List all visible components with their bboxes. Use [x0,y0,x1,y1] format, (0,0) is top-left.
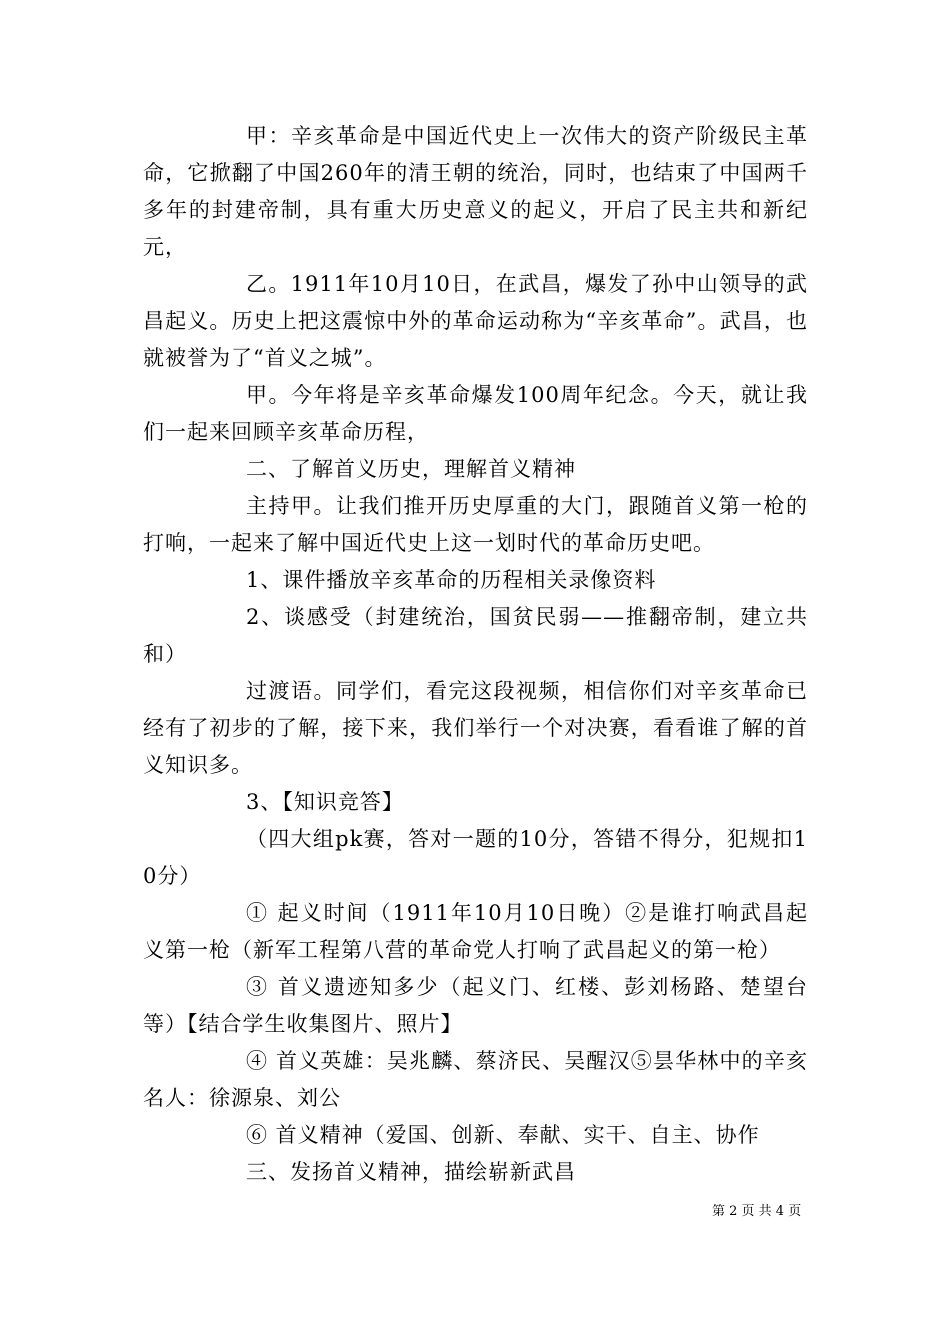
document-body [143,118,808,1191]
list-item-2: 2、谈感受（封建统治，国贫民弱——推翻帝制，建立共和） [143,605,808,666]
paragraph-intro-jia: 甲：辛亥革命是中国近代史上一次伟大的资产阶级民主革命，它掀翻了中国260年的清王朝的统治，同时，也结束了中国两千多年的封建帝制，具有重大历史意义的起义，开启了民主共和新纪元， [143,124,808,259]
section-heading-3: 三、发扬首义精神，描绘崭新武昌 [246,1160,576,1184]
section-heading-2: 二、了解首义历史，理解首义精神 [246,457,576,481]
quiz-item-6: ⑥ 首义精神（爱国、创新、奉献、实干、自主、协作 [246,1123,760,1147]
paragraph-intro-yi: 乙。1911年10月10日，在武昌，爆发了孙中山领导的武昌起义。历史上把这震惊中外的革命运动称为“辛亥革命”。武昌，也就被誉为了“首义之城”。 [143,272,808,370]
quiz-item-4-5: ④ 首义英雄：吴兆麟、蔡济民、吴醒汉⑤昙华林中的辛亥名人：徐源泉、刘公 [143,1049,808,1110]
list-item-1: 1、课件播放辛亥革命的历程相关录像资料 [246,568,657,592]
quiz-item-1-2: ① 起义时间（1911年10月10日晚）②是谁打响武昌起义第一枪（新军工程第八营的革命党人打响了武昌起义的第一枪） [143,901,808,962]
paragraph-transition: 过渡语。同学们，看完这段视频，相信你们对辛亥革命已经有了初步的了解，接下来，我们举行一个对决赛，看看谁了解的首义知识多。 [143,679,808,777]
paragraph-centenary: 甲。今年将是辛亥革命爆发100周年纪念。今天，就让我们一起来回顾辛亥革命历程， [143,383,808,444]
list-item-3: 3、【知识竞答】 [246,790,404,814]
paragraph-host-jia: 主持甲。让我们推开历史厚重的大门，跟随首义第一枪的打响，一起来了解中国近代史上这一划时代的革命历史吧。 [143,494,808,555]
page-number: 第 2 页 共 4 页 [712,1204,802,1219]
quiz-item-3: ③ 首义遗迹知多少（起义门、红楼、彭刘杨路、楚望台等）【结合学生收集图片、照片】 [143,975,808,1036]
quiz-rules: （四大组pk赛，答对一题的10分，答错不得分，犯规扣10分） [143,827,808,888]
